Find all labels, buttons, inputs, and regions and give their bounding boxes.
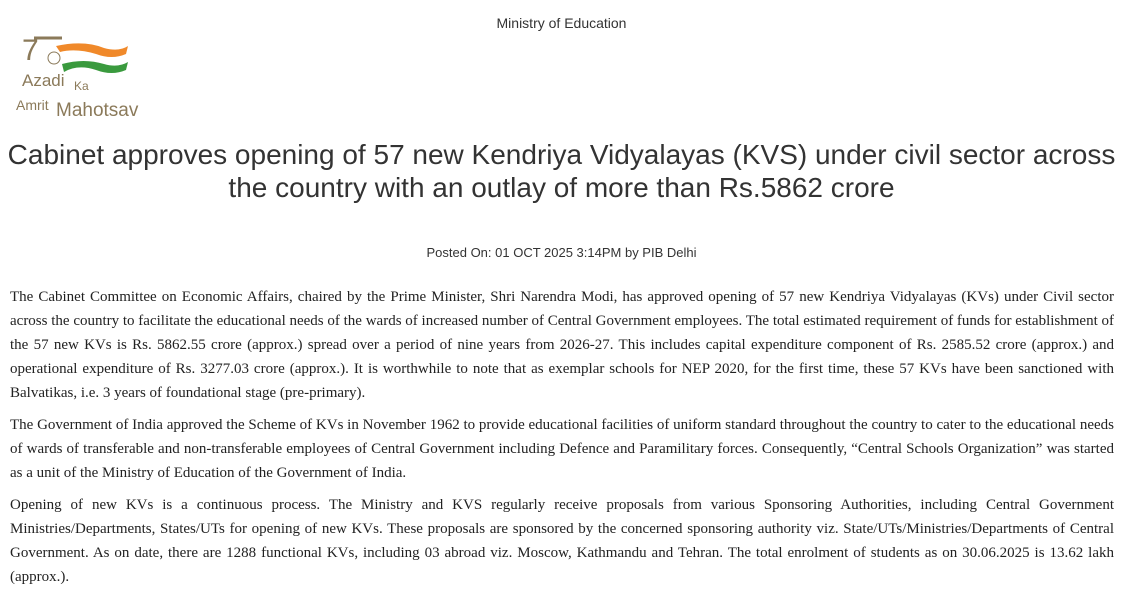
svg-text:Amrit: Amrit — [16, 97, 49, 113]
svg-text:Ka: Ka — [74, 79, 89, 93]
paragraph: Opening of new KVs is a continuous process. The Ministry and KVS regularly receive proposals from various Sponsoring Authorities, including Central Government Ministries/Departments, States/UTs for opening of new KVs. These proposals are sponsored by the concerned sponsoring authority viz. State/UTs/Ministries/Departments of Central Government. As on date, there are 1288 functional KVs, including 03 abroad viz. Moscow, Kathmandu and Tehran. The total enrolment of students as on 30.06.2025 is 13.62 lakh (approx.). — [10, 497, 1114, 585]
ministry-name: Ministry of Education — [496, 15, 627, 31]
posted-on: Posted On: 01 OCT 2025 3:14PM by PIB Delhi — [426, 245, 697, 260]
svg-text:7: 7 — [22, 34, 39, 67]
azadi-ka-amrit-mahotsav-logo — [14, 32, 164, 118]
article-body — [10, 285, 1114, 597]
svg-text:Mahotsav: Mahotsav — [56, 100, 139, 118]
paragraph: The Cabinet Committee on Economic Affairs, chaired by the Prime Minister, Shri Narendra Modi, has approved opening of 57 new Kendriya Vidyalayas (KVs) under Civil sector across the country to facilitate the educational needs of the wards of increased number of Central Government employees. The total estimated requirement of funds for establishment of the 57 new KVs is Rs. 5862.55 crore (approx.) spread over a period of nine years from 2026-27. This includes capital expenditure component of Rs. 2585.52 crore (approx.) and operational expenditure of Rs. 3277.03 crore (approx.). It is worthwhile to note that as exemplar schools for NEP 2020, for the first time, these 57 KVs have been sanctioned with Balvatikas, i.e. 3 years of foundational stage (pre-primary). — [10, 289, 1114, 401]
svg-text:Azadi: Azadi — [22, 71, 65, 90]
paragraph: The Government of India approved the Scheme of KVs in November 1962 to provide educational facilities of uniform standard throughout the country to cater to the educational needs of wards of transferable and non-transferable employees of Central Government including Defence and Paramilitary forces. Consequently, “Central Schools Organization” was started as a unit of the Ministry of Education of the Government of India. — [10, 417, 1114, 481]
page-title: Cabinet approves opening of 57 new Kendriya Vidyalayas (KVS) under civil sector across the country with an outlay of more than Rs.5862 crore — [7, 139, 1116, 203]
